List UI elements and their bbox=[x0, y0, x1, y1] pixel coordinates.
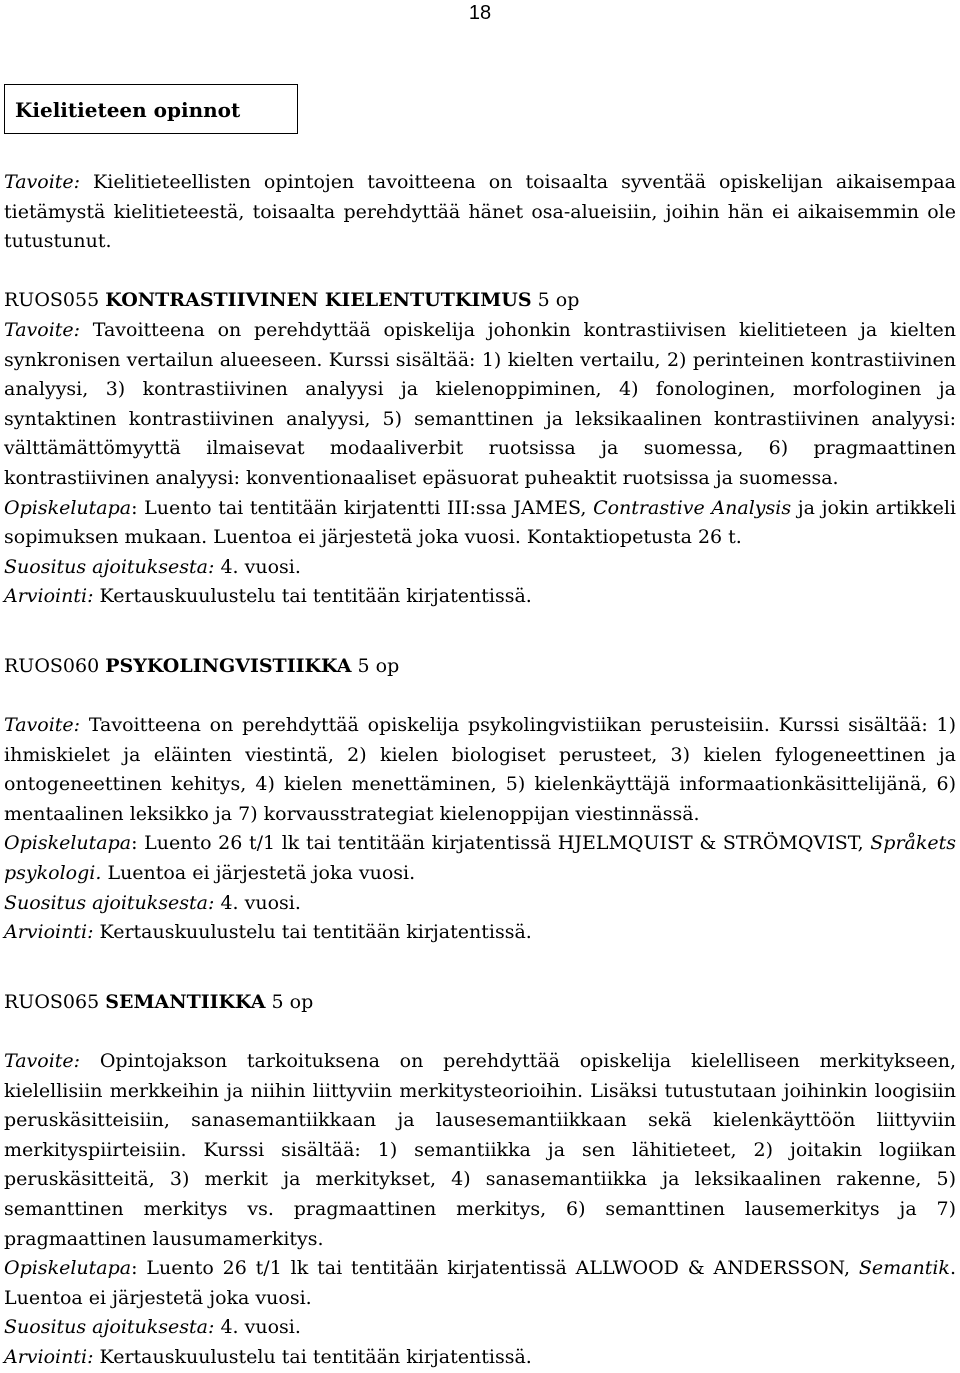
assessment-text: Kertauskuulustelu tai tentitään kirjatentissä. bbox=[93, 585, 532, 608]
assessment-text: Kertauskuulustelu tai tentitään kirjatentissä. bbox=[93, 1345, 532, 1368]
course-schedule bbox=[4, 1313, 956, 1343]
course-code: RUOS055 bbox=[4, 289, 100, 312]
course-assessment bbox=[4, 1343, 956, 1373]
schedule-label: Suositus ajoituksesta: bbox=[4, 891, 215, 914]
course-method bbox=[4, 494, 956, 553]
course-schedule bbox=[4, 889, 956, 919]
assessment-label: Arviointi: bbox=[4, 1345, 94, 1368]
course-heading bbox=[4, 988, 956, 1018]
schedule-text: 4. vuosi. bbox=[214, 891, 301, 914]
course-credits: 5 op bbox=[271, 990, 314, 1013]
goal-text: Tavoitteena on perehdyttää opiskelija johonkin kontrastiivisen kielitieteen ja kielten synkronisen vertailun alueeseen. Kurssi sisältää: 1) kielten vertailu, 2) perinteinen kontrastiivinen analyysi, 3) kontrastiivinen analyysi ja kielenoppiminen, 4) fonologinen, morfologinen ja syntaktinen kontrastiivinen analyysi, 5) semanttinen ja leksikaalinen kontrastiivinen analyysi: välttämättömyyttä ilmaisevat modaaliverbit ruotsissa ja suomessa, 6) pragmaattinen kontrastiivinen analyysi: konventionaaliset epäsuorat puheaktit ruotsissa ja suomessa. bbox=[4, 318, 956, 489]
course-title: PSYKOLINGVISTIIKKA bbox=[105, 654, 352, 677]
schedule-label: Suositus ajoituksesta: bbox=[4, 1316, 215, 1339]
method-label: Opiskelutapa bbox=[4, 1257, 132, 1280]
intro-text: Kielitieteellisten opintojen tavoitteena on toisaalta syventää opiskelijan aikaisempaa tietämystä kielitieteestä, toisaalta perehdyttää hänet osa-alueisiin, joihin hän ei aikaisemmin ole tutustunut. bbox=[4, 171, 956, 253]
method-pre: : Luento 26 t/1 lk tai tentitään kirjatentissä HJELMQUIST & STRÖMQVIST, bbox=[131, 832, 871, 855]
section-title: Kielitieteen opinnot bbox=[15, 98, 241, 122]
assessment-text: Kertauskuulustelu tai tentitään kirjatentissä. bbox=[93, 921, 532, 944]
course-goal bbox=[4, 1047, 956, 1254]
method-pre: : Luento tai tentitään kirjatentti III:ssa JAMES, bbox=[131, 496, 594, 519]
page-number: 18 bbox=[468, 2, 492, 24]
course-goal bbox=[4, 711, 956, 829]
schedule-text: 4. vuosi. bbox=[214, 1316, 301, 1339]
method-book: Contrastive Analysis bbox=[593, 496, 792, 519]
page-content bbox=[4, 168, 956, 1373]
course-goal bbox=[4, 316, 956, 494]
schedule-label: Suositus ajoituksesta: bbox=[4, 555, 215, 578]
method-label: Opiskelutapa bbox=[4, 496, 132, 519]
method-label: Opiskelutapa bbox=[4, 832, 132, 855]
intro-paragraph bbox=[4, 168, 956, 257]
course-ruos055 bbox=[4, 286, 956, 612]
method-pre: : Luento 26 t/1 lk tai tentitään kirjatentissä ALLWOOD & ANDERSSON, bbox=[131, 1257, 859, 1280]
goal-label: Tavoite: bbox=[4, 714, 81, 737]
method-post: ja jokin artikkeli sopimuksen mukaan. Luentoa ei järjestetä joka vuosi. Kontaktiopetusta 26 t. bbox=[4, 496, 957, 549]
goal-label: Tavoite: bbox=[4, 1050, 81, 1073]
course-ruos060 bbox=[4, 652, 956, 948]
goal-text: Opintojakson tarkoituksena on perehdyttää opiskelija kielelliseen merkitykseen, kielellisiin merkkeihin ja niihin liittyviin merkitysteorioihin. Lisäksi tutustutaan joihinkin loogisiin peruskäsitteisiin, sanasemantiikkaan ja lausesemantiikkaan sekä kielenkäyttöön liittyviin merkityspiirteisiin. Kurssi sisältää: 1) semantiikka ja sen lähitieteet, 2) joitakin logiikan peruskäsitteitä, 3) merkit ja merkitykset, 4) sanasemantiikka ja leksikaalinen rakenne, 5) semanttinen merkitys vs. pragmaattinen merkitys, 6) semanttinen lausemerkitys ja 7) pragmaattinen lausumamerkitys. bbox=[4, 1050, 956, 1250]
course-title: KONTRASTIIVINEN KIELENTUTKIMUS bbox=[105, 289, 532, 312]
course-ruos065 bbox=[4, 988, 956, 1373]
section-title-box bbox=[4, 84, 298, 134]
schedule-text: 4. vuosi. bbox=[214, 555, 301, 578]
course-heading bbox=[4, 652, 956, 682]
course-title: SEMANTIIKKA bbox=[105, 990, 266, 1013]
course-credits: 5 op bbox=[537, 289, 580, 312]
assessment-label: Arviointi: bbox=[4, 921, 94, 944]
course-method bbox=[4, 1254, 956, 1313]
intro-label: Tavoite: bbox=[4, 171, 81, 193]
method-book: Semantik bbox=[858, 1257, 950, 1280]
method-post: Luentoa ei järjestetä joka vuosi. bbox=[101, 862, 416, 885]
method-post: . Luentoa ei järjestetä joka vuosi. bbox=[4, 1257, 956, 1309]
method-book: Språkets psykologi. bbox=[4, 832, 956, 885]
course-code: RUOS065 bbox=[4, 990, 100, 1013]
course-code: RUOS060 bbox=[4, 654, 100, 677]
course-assessment bbox=[4, 582, 956, 612]
course-heading bbox=[4, 286, 956, 316]
goal-text: Tavoitteena on perehdyttää opiskelija psykolingvistiikan perusteisiin. Kurssi sisältää: 1) ihmiskielet ja eläinten viestintä, 2) kielen biologiset perusteet, 3) kielen fylogeneettinen ja ontogeneettinen kehitys, 4) kielen menettäminen, 5) kielenkäyttäjä informaationkäsittelijänä, 6) mentaalinen leksikko ja 7) korvausstrategiat kielenoppijan viestinnässä. bbox=[4, 714, 956, 825]
course-schedule bbox=[4, 553, 956, 583]
course-method bbox=[4, 829, 956, 888]
goal-label: Tavoite: bbox=[4, 318, 81, 341]
assessment-label: Arviointi: bbox=[4, 585, 94, 608]
course-assessment bbox=[4, 918, 956, 948]
course-credits: 5 op bbox=[357, 654, 400, 677]
